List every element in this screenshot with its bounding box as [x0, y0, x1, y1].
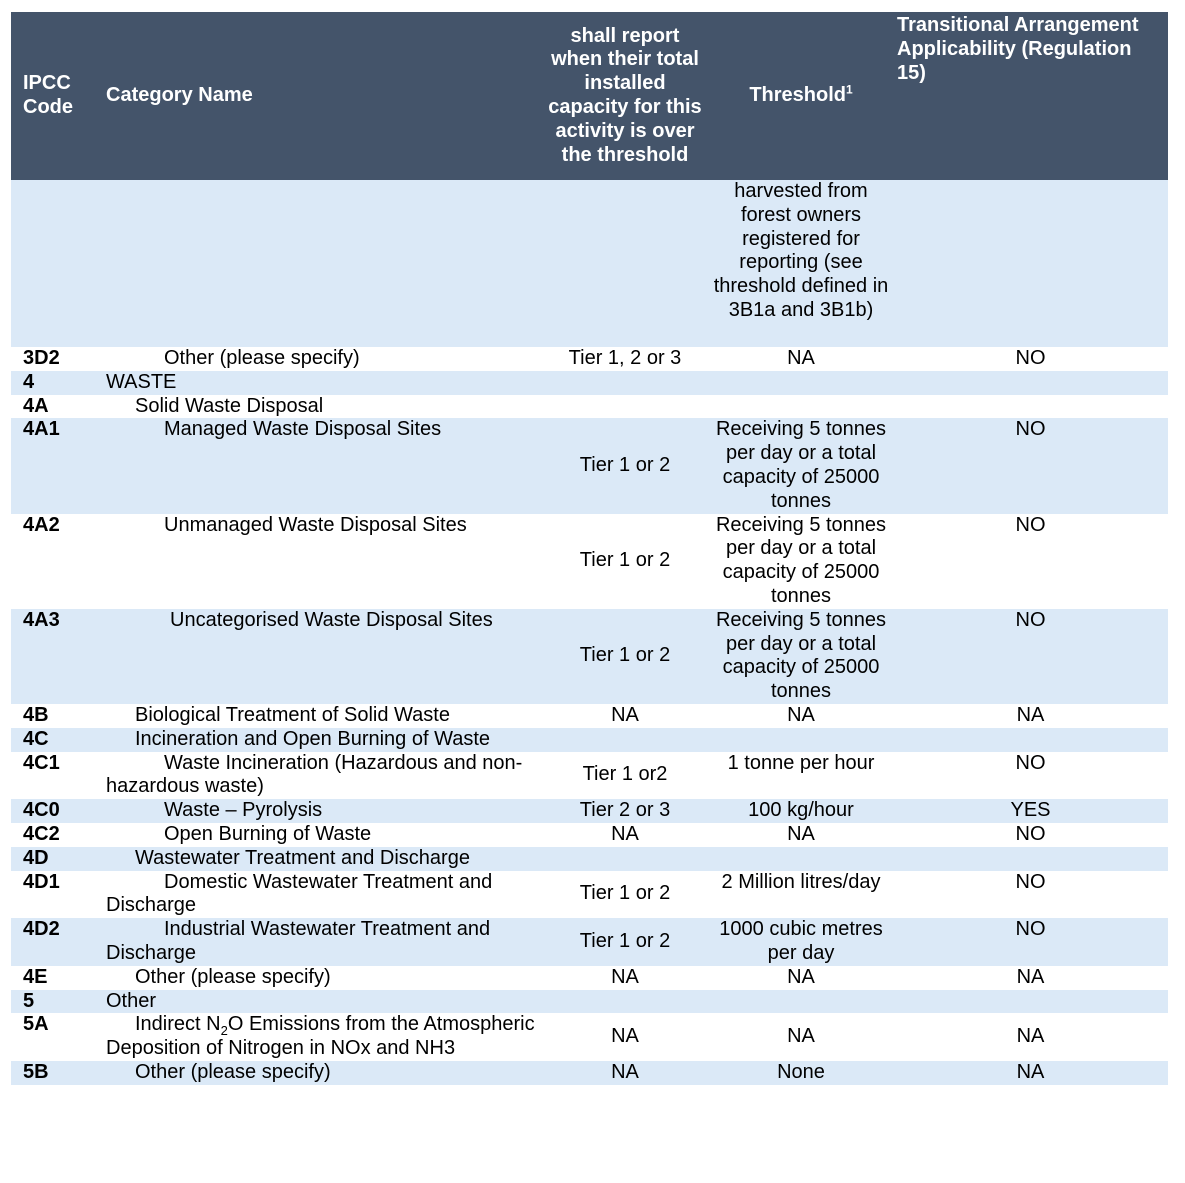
tier-cell: NA	[541, 704, 709, 728]
transitional-cell: NA	[893, 704, 1168, 728]
table-row	[11, 347, 1168, 371]
tier-cell: Tier 1, 2 or 3	[541, 347, 709, 371]
table-row	[11, 918, 1168, 966]
threshold-cell: Receiving 5 tonnes per day or a total capacity of 25000 tonnes	[709, 418, 893, 513]
threshold-cell: NA	[709, 704, 893, 728]
table-row	[11, 395, 1168, 419]
transitional-cell: NO	[893, 871, 1168, 919]
name-cell: Other (please specify)	[102, 1061, 541, 1085]
threshold-cell: 2 Million litres/day	[709, 871, 893, 919]
table-row	[11, 752, 1168, 800]
transitional-cell: NO	[893, 609, 1168, 704]
transitional-cell	[893, 990, 1168, 1014]
tier-cell: Tier 2 or 3	[541, 799, 709, 823]
transitional-cell	[893, 180, 1168, 347]
table-row	[11, 799, 1168, 823]
name-cell: Waste – Pyrolysis	[102, 799, 541, 823]
name-cell: Waste Incineration (Hazardous and non-hazardous waste)	[102, 752, 541, 800]
table-row	[11, 1061, 1168, 1085]
footnote-marker: 1	[845, 82, 853, 97]
threshold-cell: NA	[709, 347, 893, 371]
transitional-cell	[893, 395, 1168, 419]
name-cell: Domestic Wastewater Treatment and Discharge	[102, 871, 541, 919]
tier-cell	[541, 371, 709, 395]
transitional-cell: NO	[893, 752, 1168, 800]
threshold-cell: 100 kg/hour	[709, 799, 893, 823]
transitional-cell: NO	[893, 514, 1168, 609]
table-row	[11, 871, 1168, 919]
name-cell: Industrial Wastewater Treatment and Discharge	[102, 918, 541, 966]
code-cell: 5	[11, 990, 102, 1014]
transitional-cell	[893, 371, 1168, 395]
code-cell: 4D	[11, 847, 102, 871]
name-cell: Solid Waste Disposal	[102, 395, 541, 419]
name-cell: Other	[102, 990, 541, 1014]
transitional-cell: YES	[893, 799, 1168, 823]
code-cell	[11, 180, 102, 347]
tier-cell: Tier 1 or 2	[541, 871, 709, 919]
tier-cell	[541, 395, 709, 419]
name-cell	[102, 180, 541, 347]
name-text-pre: Indirect N	[135, 1013, 221, 1036]
threshold-cell: 1000 cubic metres per day	[709, 918, 893, 966]
table-row	[11, 1013, 1168, 1061]
header-threshold-label: Threshold	[749, 84, 846, 107]
threshold-cell: 1 tonne per hour	[709, 752, 893, 800]
tier-cell: NA	[541, 823, 709, 847]
code-cell: 5B	[11, 1061, 102, 1085]
transitional-cell	[893, 847, 1168, 871]
name-cell: Managed Waste Disposal Sites	[102, 418, 541, 513]
name-cell: Other (please specify)	[102, 966, 541, 990]
table-row	[11, 728, 1168, 752]
transitional-cell: NO	[893, 418, 1168, 513]
threshold-cell: NA	[709, 823, 893, 847]
code-cell: 4A	[11, 395, 102, 419]
code-cell: 4A3	[11, 609, 102, 704]
code-cell: 5A	[11, 1013, 102, 1061]
header-tier: shall report when their total installed capacity for this activity is over the threshold	[541, 12, 709, 180]
transitional-cell: NO	[893, 823, 1168, 847]
header-category-name: Category Name	[102, 12, 541, 180]
header-ipcc-code: IPCC Code	[11, 12, 102, 180]
transitional-cell: NA	[893, 966, 1168, 990]
tier-cell	[541, 180, 709, 347]
threshold-cell: Receiving 5 tonnes per day or a total capacity of 25000 tonnes	[709, 514, 893, 609]
tier-cell: NA	[541, 1013, 709, 1061]
code-cell: 4C2	[11, 823, 102, 847]
code-cell: 4C	[11, 728, 102, 752]
code-cell: 4C0	[11, 799, 102, 823]
tier-cell: Tier 1 or 2	[541, 609, 709, 704]
threshold-cell	[709, 728, 893, 752]
transitional-cell: NA	[893, 1013, 1168, 1061]
code-cell: 3D2	[11, 347, 102, 371]
tier-cell: Tier 1 or 2	[541, 514, 709, 609]
threshold-cell	[709, 847, 893, 871]
name-cell: Uncategorised Waste Disposal Sites	[102, 609, 541, 704]
name-cell: Unmanaged Waste Disposal Sites	[102, 514, 541, 609]
name-text-post: O Emissions from the Atmospheric Deposition of Nitrogen in NOx and NH3	[106, 1013, 535, 1060]
name-cell	[102, 1013, 541, 1061]
tier-cell	[541, 847, 709, 871]
code-cell: 4B	[11, 704, 102, 728]
code-cell: 4	[11, 371, 102, 395]
table-row-continuation	[11, 180, 1168, 347]
tier-cell: Tier 1 or2	[541, 752, 709, 800]
transitional-cell: NA	[893, 1061, 1168, 1085]
threshold-cell: None	[709, 1061, 893, 1085]
table-row	[11, 418, 1168, 513]
table-header-row	[11, 12, 1168, 180]
tier-cell	[541, 728, 709, 752]
tier-cell: NA	[541, 966, 709, 990]
code-cell: 4D1	[11, 871, 102, 919]
table-row	[11, 990, 1168, 1014]
ipcc-category-table	[11, 12, 1168, 1085]
name-cell: Other (please specify)	[102, 347, 541, 371]
transitional-cell: NO	[893, 918, 1168, 966]
table-row	[11, 609, 1168, 704]
table-row	[11, 966, 1168, 990]
tier-cell: Tier 1 or 2	[541, 418, 709, 513]
threshold-cell: NA	[709, 966, 893, 990]
name-subscript: 2	[220, 1023, 228, 1039]
threshold-cell	[709, 990, 893, 1014]
threshold-cell: Receiving 5 tonnes per day or a total capacity of 25000 tonnes	[709, 609, 893, 704]
tier-cell: Tier 1 or 2	[541, 918, 709, 966]
name-cell: Biological Treatment of Solid Waste	[102, 704, 541, 728]
transitional-cell	[893, 728, 1168, 752]
code-cell: 4C1	[11, 752, 102, 800]
code-cell: 4E	[11, 966, 102, 990]
code-cell: 4A2	[11, 514, 102, 609]
threshold-cell: harvested from forest owners registered for reporting (see threshold defined in 3B1a and 3B1b)	[709, 180, 893, 347]
tier-cell	[541, 990, 709, 1014]
code-cell: 4D2	[11, 918, 102, 966]
threshold-cell: NA	[709, 1013, 893, 1061]
threshold-cell	[709, 371, 893, 395]
name-cell: Incineration and Open Burning of Waste	[102, 728, 541, 752]
tier-cell: NA	[541, 1061, 709, 1085]
table-row	[11, 514, 1168, 609]
header-transitional: Transitional Arrangement Applicability (Regulation 15)	[893, 12, 1168, 180]
table-row	[11, 704, 1168, 728]
name-cell: WASTE	[102, 371, 541, 395]
transitional-cell: NO	[893, 347, 1168, 371]
threshold-cell	[709, 395, 893, 419]
name-cell: Open Burning of Waste	[102, 823, 541, 847]
name-cell: Wastewater Treatment and Discharge	[102, 847, 541, 871]
table-row	[11, 847, 1168, 871]
header-threshold	[709, 12, 893, 180]
code-cell: 4A1	[11, 418, 102, 513]
table-row	[11, 371, 1168, 395]
table-row	[11, 823, 1168, 847]
